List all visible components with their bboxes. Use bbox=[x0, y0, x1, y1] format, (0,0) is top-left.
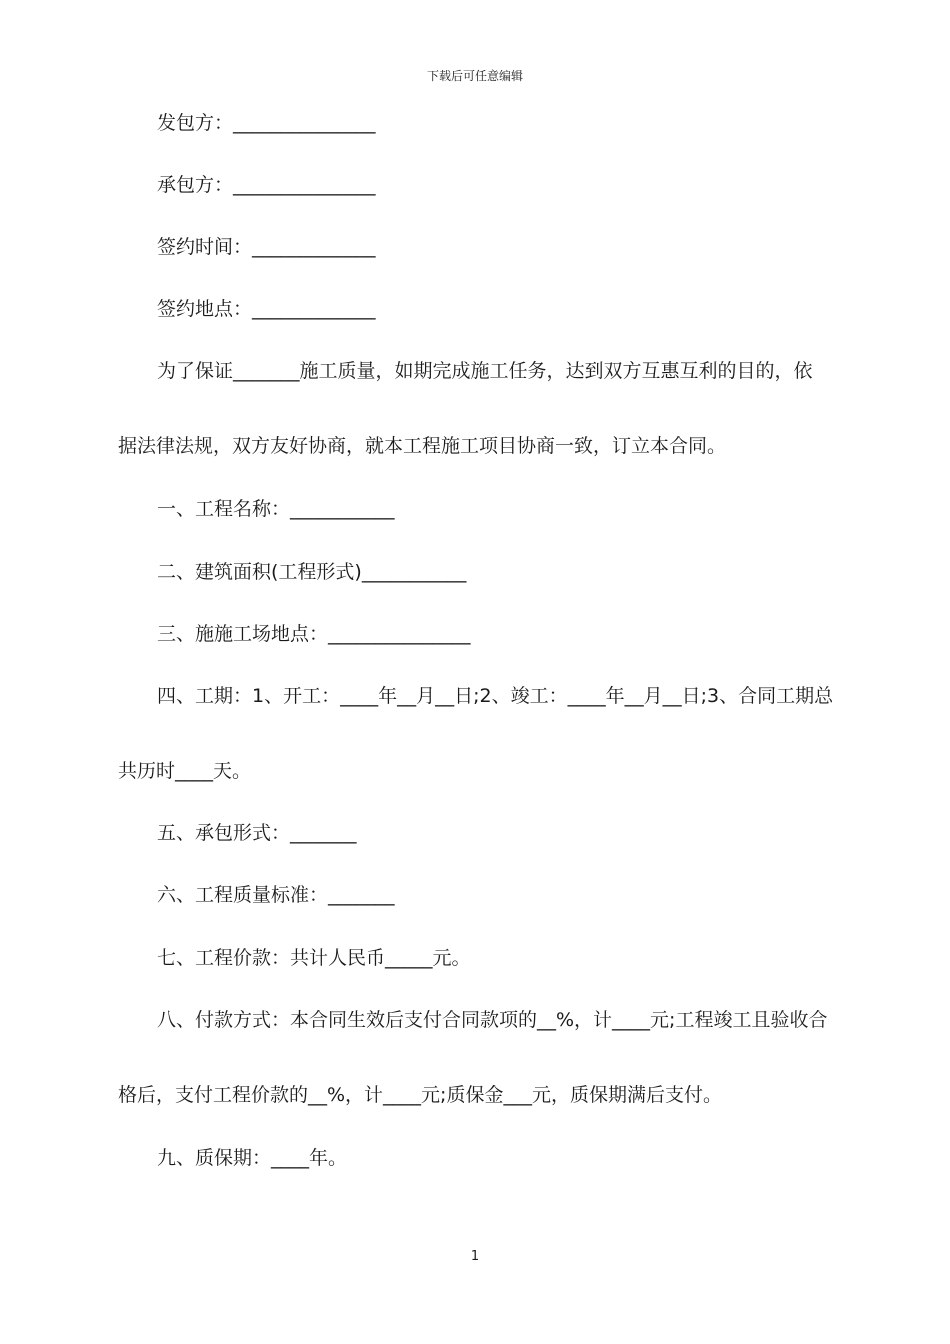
item-contract-form: 五、承包形式：_______ bbox=[157, 822, 357, 844]
party-b-line: 承包方：_______________ bbox=[157, 174, 376, 196]
item-payment-line-1: 八、付款方式：本合同生效后支付合同款项的__%，计____元;工程竣工且验收合 bbox=[157, 1009, 828, 1031]
item-contract-price: 七、工程价款：共计人民币_____元。 bbox=[157, 947, 471, 969]
party-a-line: 发包方：_______________ bbox=[157, 112, 376, 134]
item-building-area: 二、建筑面积(工程形式)___________ bbox=[157, 561, 467, 583]
sign-time-line: 签约时间：_____________ bbox=[157, 236, 376, 258]
intro-paragraph-line-1: 为了保证_______施工质量，如期完成施工任务，达到双方互惠互利的目的，依 bbox=[157, 360, 813, 382]
item-project-name: 一、工程名称：___________ bbox=[157, 498, 395, 520]
item-schedule-line-1: 四、工期：1、开工：____年__月__日;2、竣工：____年__月__日;3、合同工期总 bbox=[157, 685, 834, 707]
page-number: 1 bbox=[470, 1249, 480, 1264]
item-schedule-line-2: 共历时____天。 bbox=[118, 760, 252, 782]
item-quality-standard: 六、工程质量标准：_______ bbox=[157, 884, 395, 906]
page-header: 下载后可任意编辑 bbox=[426, 69, 523, 83]
sign-place-line: 签约地点：_____________ bbox=[157, 298, 376, 320]
item-payment-line-2: 格后，支付工程价款的__%，计____元;质保金___元，质保期满后支付。 bbox=[118, 1084, 722, 1106]
intro-paragraph-line-2: 据法律法规，双方友好协商，就本工程施工项目协商一致，订立本合同。 bbox=[118, 435, 727, 457]
item-warranty-period: 九、质保期：____年。 bbox=[157, 1147, 348, 1169]
item-construction-site: 三、施施工场地点：_______________ bbox=[157, 623, 471, 645]
